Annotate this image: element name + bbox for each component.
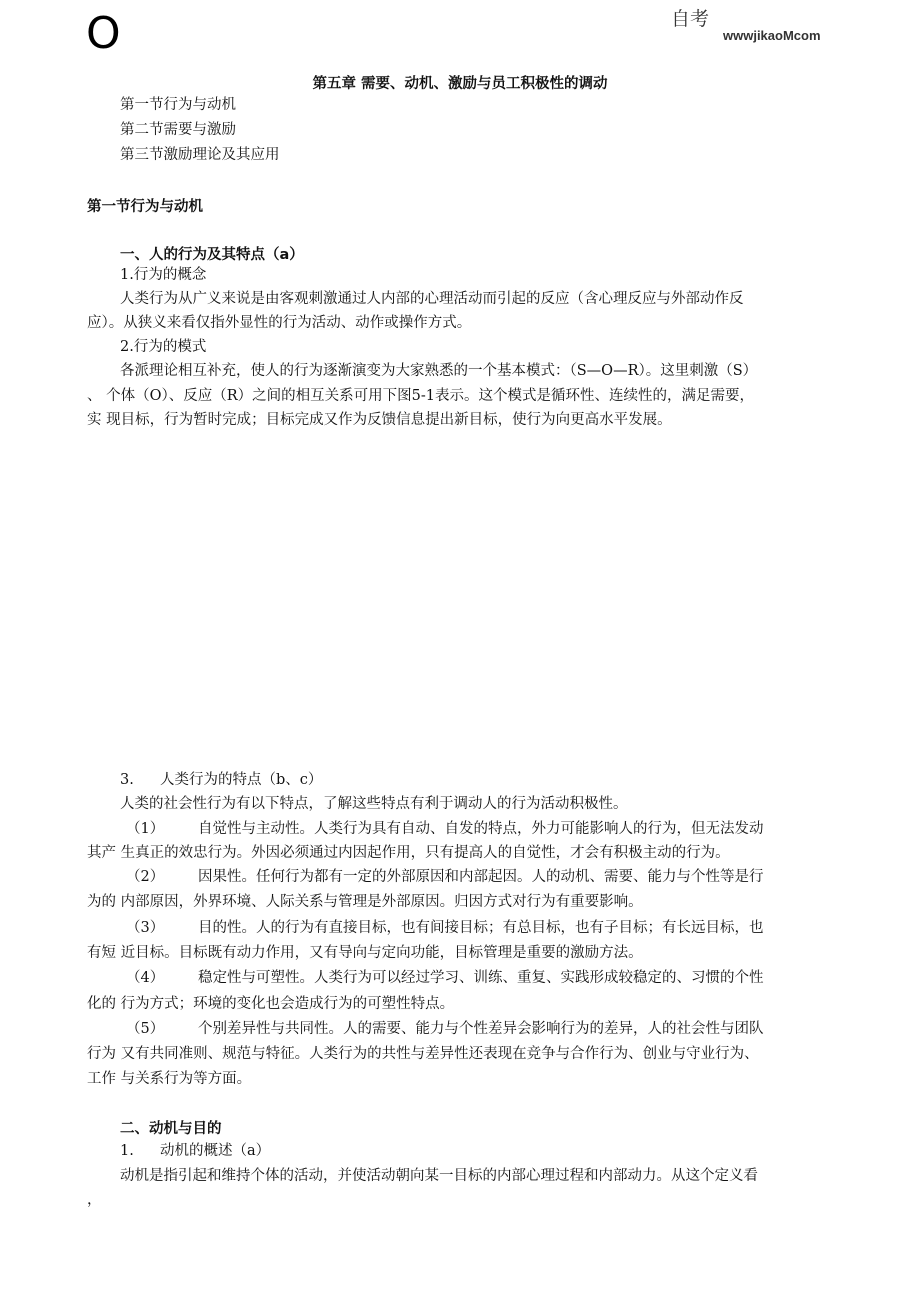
- paragraph-line: 人类行为从广义来说是由客观刺激通过人内部的心理活动而引起的反应（含心理反应与外部动作反: [120, 291, 744, 307]
- point-line: 化的 行为方式；环境的变化也会造成行为的可塑性特点。: [87, 996, 455, 1012]
- subsection-heading-1: 一、人的行为及其特点（a）: [120, 247, 304, 263]
- paragraph-line: 、 个体（O）、反应（R）之间的相互关系可用下图5-1表示。这个模式是循环性、连续性的，满足需要，: [87, 388, 755, 404]
- item-title-2: 2.行为的模式: [120, 339, 207, 355]
- point-number: （5）: [126, 1021, 165, 1037]
- point-line: 其产 生真正的效忠行为。外因必须通过内因起作用，只有提高人的自觉性，才会有积极主动的行为。: [87, 845, 730, 861]
- item-text: 动机的概述（a）: [160, 1143, 271, 1159]
- logo-circle-mark: O: [86, 8, 121, 59]
- paragraph-line: 动机是指引起和维持个体的活动，并使活动朝向某一目标的内部心理过程和内部动力。从这个定义看: [120, 1168, 758, 1184]
- point-line: [126, 1019, 764, 1039]
- paragraph-line: ，: [87, 1192, 102, 1208]
- point-line: [126, 918, 764, 938]
- point-text: 稳定性与可塑性。人类行为可以经过学习、训练、重复、实践形成较稳定的、习惯的个性: [198, 970, 764, 986]
- point-line: 有短 近目标。目标既有动力作用，又有导向与定向功能，目标管理是重要的激励方法。: [87, 945, 643, 961]
- point-text: 目的性。人的行为有直接目标，也有间接目标；有总目标，也有子目标；有长远目标，也: [198, 920, 764, 936]
- point-number: （2）: [126, 869, 165, 885]
- paragraph-line: 应）。从狭义来看仅指外显性的行为活动、动作或操作方式。: [87, 315, 472, 331]
- item-title-1: 1.行为的概念: [120, 267, 207, 283]
- paragraph-line: 各派理论相互补充，使人的行为逐渐演变为大家熟悉的一个基本模式：（S—O—R）。这里刺激（S）: [120, 363, 758, 379]
- toc-item-3[interactable]: 第三节激励理论及其应用: [120, 147, 280, 163]
- item-text: 人类行为的特点（b、c）: [160, 772, 323, 788]
- toc-item-1[interactable]: 第一节行为与动机: [120, 97, 236, 113]
- chapter-title: 第五章 需要、动机、激励与员工积极性的调动: [312, 76, 608, 92]
- point-number: （3）: [126, 920, 165, 936]
- point-line: [126, 867, 764, 887]
- point-line: [126, 819, 764, 839]
- item-number: 3.: [120, 772, 134, 788]
- item-title-motive: [120, 1141, 270, 1161]
- point-number: （1）: [126, 821, 165, 837]
- section-heading: 第一节行为与动机: [87, 199, 203, 215]
- point-text: 个别差异性与共同性。人的需要、能力与个性差异会影响行为的差异，人的社会性与团队: [198, 1021, 764, 1037]
- point-number: （4）: [126, 970, 165, 986]
- point-line: 为的 内部原因，外界环境、人际关系与管理是外部原因。归因方式对行为有重要影响。: [87, 894, 643, 910]
- point-line: 行为 又有共同准则、规范与特征。人类行为的共性与差异性还表现在竞争与合作行为、创业与守业行为、: [87, 1046, 759, 1062]
- paragraph-line: 人类的社会性行为有以下特点，了解这些特点有利于调动人的行为活动积极性。: [120, 796, 628, 812]
- point-line: 工作 与关系行为等方面。: [87, 1071, 252, 1087]
- figure-placeholder: [87, 440, 837, 760]
- paragraph-line: 实 现目标，行为暂时完成；目标完成又作为反馈信息提出新目标，使行为向更高水平发展。: [87, 412, 672, 428]
- item-title-3: [120, 770, 322, 790]
- subsection-heading-2: 二、动机与目的: [120, 1121, 222, 1137]
- site-url[interactable]: wwwjikaoMcom: [723, 28, 821, 43]
- point-line: [126, 968, 764, 988]
- brand-label: 自考: [671, 8, 710, 30]
- point-text: 自觉性与主动性。人类行为具有自动、自发的特点，外力可能影响人的行为，但无法发动: [198, 821, 764, 837]
- item-number: 1.: [120, 1143, 134, 1159]
- toc-item-2[interactable]: 第二节需要与激励: [120, 122, 236, 138]
- point-text: 因果性。任何行为都有一定的外部原因和内部起因。人的动机、需要、能力与个性等是行: [198, 869, 764, 885]
